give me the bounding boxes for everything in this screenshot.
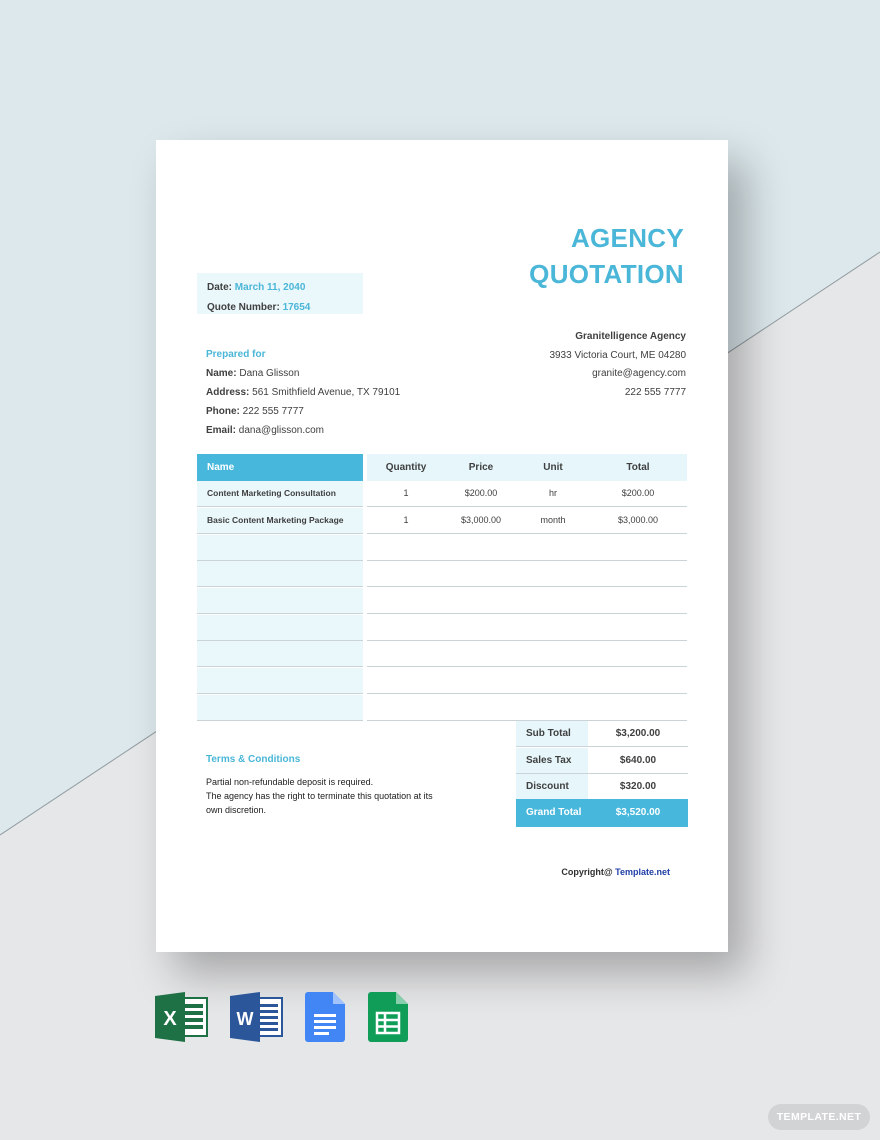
copyright-link[interactable]: Template.net [615, 867, 670, 877]
terms-section [206, 754, 456, 817]
quote-number-value: 17654 [282, 302, 311, 313]
svg-text:W: W [236, 1009, 254, 1029]
terms-line: Partial non-refundable deposit is required. [206, 777, 374, 787]
header-unit: Unit [543, 462, 563, 473]
agency-phone: 222 555 7777 [624, 386, 686, 398]
terms-line: The agency has the right to terminate this quotation at its [206, 791, 433, 801]
table-row [367, 561, 687, 587]
terms-line: own discretion. [206, 805, 267, 815]
word-icon[interactable] [230, 992, 284, 1042]
prepared-for-heading: Prepared for [206, 349, 266, 360]
sales-tax-value: $640.00 [619, 755, 657, 766]
google-docs-icon[interactable] [305, 992, 345, 1042]
table-header [367, 454, 687, 481]
table-row [367, 668, 687, 694]
google-sheets-icon[interactable] [368, 992, 408, 1042]
table-row-name: Content Marketing Consultation [197, 481, 363, 507]
date-row: Date: March 11, 2040 [207, 282, 306, 293]
document-title: AGENCY QUOTATION [529, 223, 684, 289]
table-row-name [197, 535, 363, 561]
quotation-document [156, 140, 728, 952]
prepared-for-section [206, 348, 400, 443]
table-row [367, 695, 687, 721]
copyright: Copyright@ Template.net [561, 867, 670, 877]
quote-number-row: Quote Number: 17654 [207, 302, 311, 313]
table-row-name [197, 561, 363, 587]
sales-tax-row: Sales Tax $640.00 [516, 748, 688, 774]
client-address-row: Address: 561 Smithfield Avenue, TX 79101 [206, 387, 401, 398]
discount-value: $320.00 [619, 781, 657, 792]
table-header-name: Name [197, 454, 363, 481]
agency-name: Granitelligence Agency [575, 331, 686, 342]
grand-total-value: $3,520.00 [615, 807, 661, 818]
table-row-name [197, 668, 363, 694]
subtotal-value: $3,200.00 [615, 728, 661, 739]
table-row-name: Basic Content Marketing Package [197, 508, 363, 534]
quote-meta-box [197, 273, 363, 314]
table-row-name [197, 695, 363, 721]
table-row: 1 $200.00 hr $200.00 [367, 481, 687, 507]
discount-row: Discount $320.00 [516, 774, 688, 800]
grand-total-row: Grand Total $3,520.00 [516, 799, 688, 827]
agency-email: granite@agency.com [592, 368, 686, 379]
excel-icon[interactable] [155, 992, 209, 1042]
header-total: Total [626, 462, 650, 473]
svg-text:X: X [163, 1008, 177, 1030]
client-email-row: Email: dana@glisson.com [206, 425, 324, 436]
table-row [367, 535, 687, 561]
client-phone-row: Phone: 222 555 7777 [206, 406, 304, 417]
agency-address: 3933 Victoria Court, ME 04280 [549, 349, 686, 361]
terms-heading: Terms & Conditions [206, 754, 301, 765]
table-row-name [197, 641, 363, 667]
table-row [367, 588, 687, 614]
table-row [367, 615, 687, 641]
header-price: Price [468, 462, 494, 473]
subtotal-row: Sub Total $3,200.00 [516, 721, 688, 747]
table-row [367, 641, 687, 667]
table-row-name [197, 615, 363, 641]
table-row: 1 $3,000.00 month $3,000.00 [367, 508, 687, 534]
header-quantity: Quantity [385, 462, 427, 473]
table-row-name [197, 588, 363, 614]
watermark-badge: TEMPLATE.NET [768, 1104, 870, 1130]
agency-info [549, 330, 686, 404]
date-value: March 11, 2040 [234, 282, 306, 293]
client-name-row: Name: Dana Glisson [206, 368, 300, 379]
